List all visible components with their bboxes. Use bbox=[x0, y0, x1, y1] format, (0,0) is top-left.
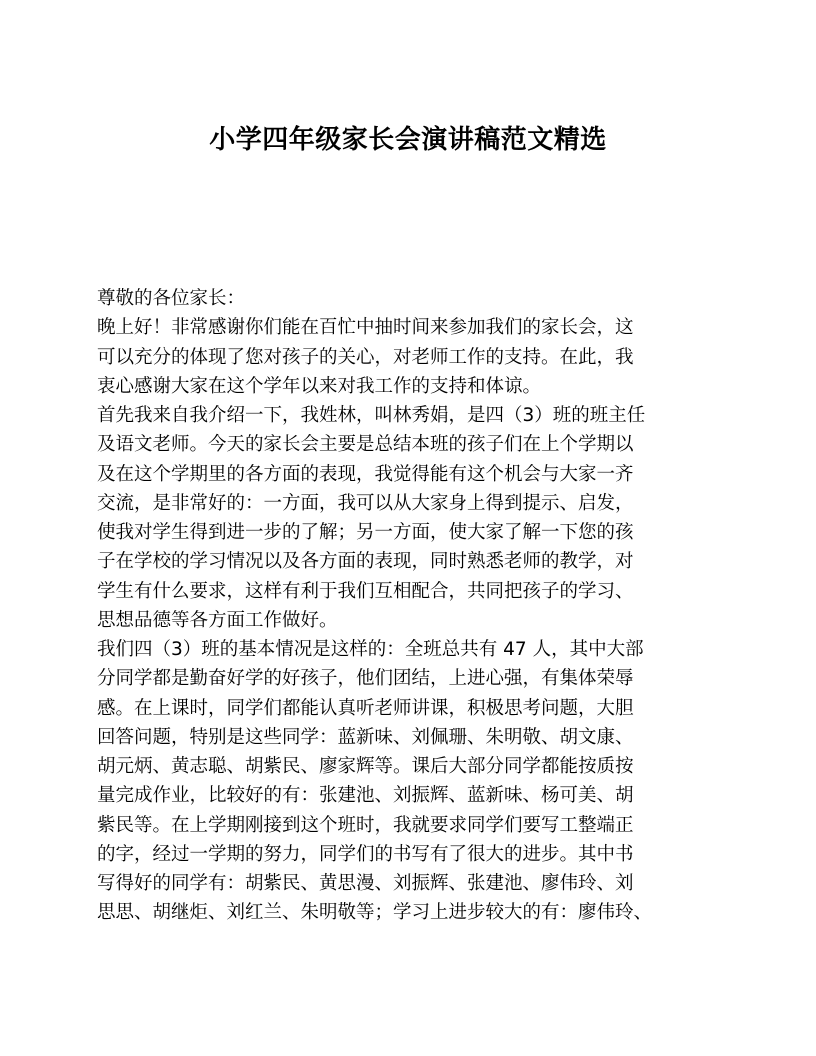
text-line: 学生有什么要求，这样有利于我们互相配合，共同把孩子的学习、 bbox=[97, 580, 634, 602]
text-line: 思思、胡继炬、刘红兰、朱明敬等；学习上进步较大的有：廖伟玲、 bbox=[97, 902, 653, 924]
text-line: 量完成作业，比较好的有：张建池、刘振辉、蓝新味、杨可美、胡 bbox=[97, 785, 634, 807]
text-line: 思想品德等各方面工作做好。 bbox=[97, 609, 338, 631]
text-line: 使我对学生得到进一步的了解；另一方面，使大家了解一下您的孩 bbox=[97, 522, 634, 543]
text-line: 尊敬的各位家长： bbox=[97, 288, 246, 309]
text-line: 回答问题，特别是这些同学：蓝新味、刘佩珊、朱明敬、胡文康、 bbox=[97, 726, 634, 748]
text-line: 分同学都是勤奋好学的好孩子，他们团结，上进心强，有集体荣辱 bbox=[97, 668, 634, 690]
text-line: 首先我来自我介绍一下，我姓林，叫林秀娟，是四（3）班的班主任 bbox=[97, 405, 646, 426]
text-line: 可以充分的体现了您对孩子的关心，对老师工作的支持。在此，我 bbox=[97, 346, 634, 368]
text-line: 胡元炳、黄志聪、胡紫民、廖家辉等。课后大部分同学都能按质按 bbox=[97, 756, 634, 777]
text-line: 我们四（3）班的基本情况是这样的：全班总共有 47 人，其中大部 bbox=[97, 639, 644, 660]
text-line: 交流，是非常好的：一方面，我可以从大家身上得到提示、启发， bbox=[97, 492, 634, 514]
text-line: 感。在上课时，同学们都能认真听老师讲课，积极思考问题，大胆 bbox=[97, 697, 634, 719]
text-line: 紫民等。在上学期刚接到这个班时，我就要求同学们要写工整端正 bbox=[97, 814, 634, 836]
text-line: 的字，经过一学期的努力，同学们的书写有了很大的进步。其中书 bbox=[97, 843, 634, 865]
text-line: 写得好的同学有：胡紫民、黄思漫、刘振辉、张建池、廖伟玲、刘 bbox=[97, 873, 634, 894]
text-line: 衷心感谢大家在这个学年以来对我工作的支持和体谅。 bbox=[97, 375, 542, 397]
text-line: 及在这个学期里的各方面的表现，我觉得能有这个机会与大家一齐 bbox=[97, 463, 634, 485]
document-body bbox=[97, 284, 721, 928]
text-line: 子在学校的学习情况以及各方面的表现，同时熟悉老师的教学，对 bbox=[97, 551, 634, 573]
document-title: 小学四年级家长会演讲稿范文精选 bbox=[209, 125, 607, 155]
text-line: 晚上好！非常感谢你们能在百忙中抽时间来参加我们的家长会，这 bbox=[97, 317, 634, 339]
text-line: 及语文老师。今天的家长会主要是总结本班的孩子们在上个学期以 bbox=[97, 434, 634, 456]
